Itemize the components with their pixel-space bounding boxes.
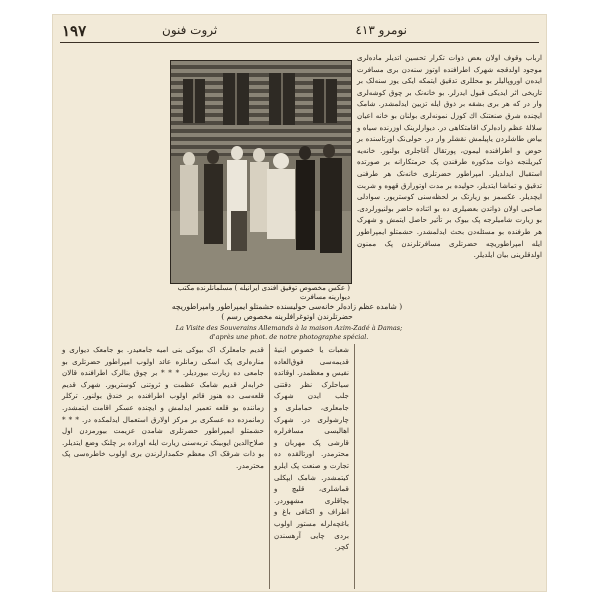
photo-caption: ( شامده عظم زاده‌لر خانه‌سی حولیسنده حشمتلو ایمپراطور وامپراطوریچه حضرتلرندن اوتوغرافلرینه مخصوص رسم ): [171, 302, 403, 321]
photo-caption-french: La Visite des Souverains Allemands à la maison Azim-Zadé à Damas; d'après une phot. de notre photographe spécial.: [175, 324, 403, 341]
issue-number: نومرو ٤١٣: [355, 23, 407, 37]
text-column-middle: [274, 344, 349, 594]
column-text: شعبات یا خصوص ابنیهٔ قدیمه‌سی فوق‌العاده نفیس و معظمدر. اوقاتده سیاحلرک نظر دقتنی جلب ایدن شهرک جامعلری، حماملری و چارشولری در. شهرک اهالیسی مسافرلره قارشی پک مهربان و محترمدر. اورتالقده ده تجارت و صنعت پک ایلرو کیتمشدر. شامک ایپکلی قماشلری، قلیچ و بچاقلری مشهوردر. اطراف و اکنافی باغ و باغچه‌لرله مستور اولوب بردی چایی آرهسندن کچر.: [274, 345, 349, 552]
text-column-left: [62, 344, 264, 594]
column-divider: [354, 344, 355, 589]
column-text: ارباب وقوف اولان بعض ذوات تکرار تحسین اتدیلر ماده‌لری موجود اولدقجه شهرک اطرافنده اوتوز سنه‌دن بری مسافرت ایده‌ن اوروپالیلر بو محللری تدقیق ایتمکه ایکی یوز سنه‌لک بر تاریخی اثر ایدیکی قبول ایدرلر. بو خانه‌نک بر چوق کوشه‌لری وار در که هر بری بشقه بر ذوق ایله تزیین ایدلمشدر. شامک ایچنده شرق صنعتنک اك کوزل نمونه‌لری بولنان بو خانه اعیان سلالهٔ عظم زاده‌لرک اقامتکاهی در. دیوارلرینک اوزرنده سیاه و بیاض طاشلردن یاپیلمش نقشلر وار در. حولی‌نک اورتاسنده بر حوض و اطرافنده لیمون، پورتقال آغاجلری بولنور. خانه‌یه کیریلنجه ذوات مذکوره طرفندن پک حرمتکارانه بر صورتده استقبال ایدلدیلر. امپراطور حضرتلری خانه‌نک هر طرفنی تدقیق و تماشا ایتدیلر، حولیده بر مدت اوتورارق قهوه و شربت ایچدیلر. عکسمز بو زیارتک بر لحظه‌سنی کوستریور. سوادلی صاحبی اولان ذواتدن بعضیلری ده بو اثناده حاضر بولنیورلردی. بو زیارت شامیلرجه پک بیوک بر تأثیر حاصل ایتمش و شهرک هر طرفنده بو مسئله‌دن بحث ایدلمشدر. حشمتلو ایمپراطور ایله امپراطوریچه حضرتلری مسافرتلرندن پک ممنون اولدقلرینی بیان ایلدیلر.: [357, 53, 542, 260]
header-rule: [60, 42, 539, 43]
page-header: [52, 20, 547, 42]
text-column-right: [357, 52, 542, 592]
page-number: ١٩٧: [62, 22, 87, 40]
column-divider: [269, 344, 270, 589]
photo-scene: [171, 61, 351, 283]
photo-caption-note: ( عکس مخصوص توفیق افندی ایرانیله ) مسلمانلرنده مکتب دیوارینه مسافرت: [177, 284, 350, 301]
column-text: قدیم جامعلرک اک بیوکی بنی امیه جامعیدر. بو جامعک دیواری و مناره‌لری پک اسکی زمانلره عائد اولوب امپراطور حضرتلری بو جامعی ده زیارت بیوردیلر. * * * بر چوق بنالرک اطرافنده قالان خرابه‌لر قدیم شامک عظمت و ثروتنی کوستریور. شهرک قدیم قلعه‌سی ده هنوز قائم اولوب اطرافنده بر خندق بولنور. ترکلر زماننده بو قلعه تعمیر ایدلمش و ایچنده عسکر اقامت ایتمشدر. زمانمزده ده عسکری بر مرکز اولارق استعمال ایدلمکده در. * * * حشمتلو ایمپراطور حضرتلری شامدن عزیمت بیورمزدن اول صلاح‌الدین ایوبینک تربه‌سنی زیارت ایله اوراده بر چلنک وضع ایتدیلر. بو ذات شرقک اک معظم حکمدارلرندن بری اولوب خاطره‌سی پک محترمدر.: [62, 345, 264, 470]
journal-title: ثروت فنون: [162, 23, 218, 37]
photograph: [170, 60, 352, 284]
scanned-page: [52, 14, 547, 592]
